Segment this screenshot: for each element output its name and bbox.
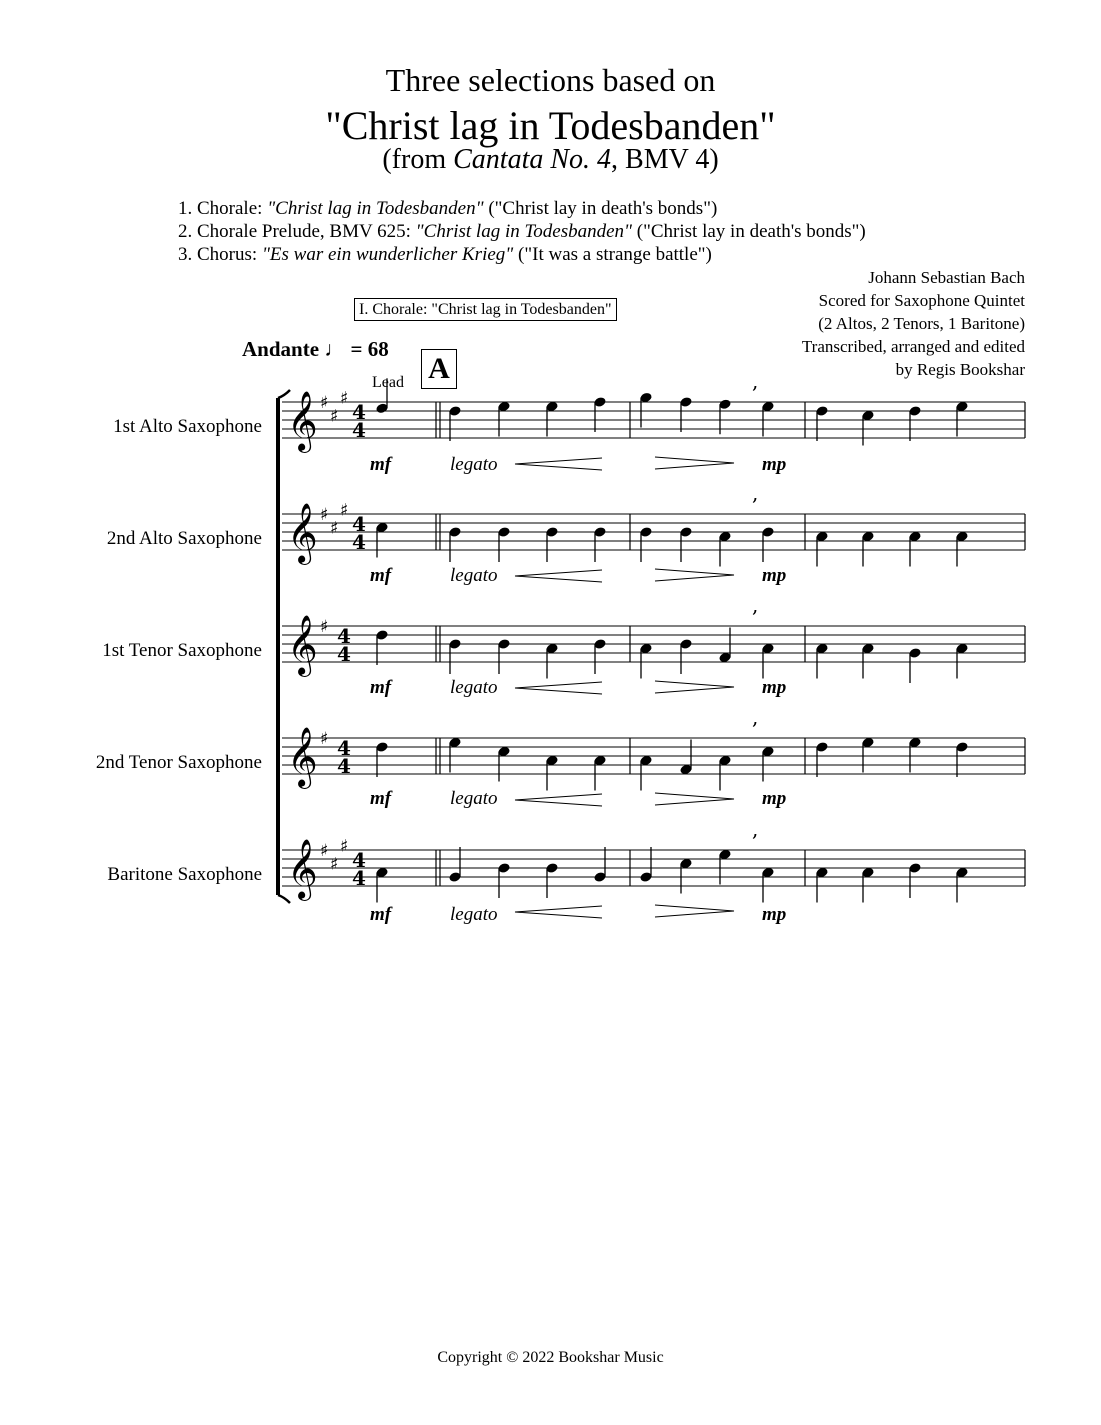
- key-sharp-icon: ♯: [320, 617, 329, 637]
- treble-clef-icon: 𝄞: [287, 503, 318, 563]
- tempo-marking: Andante ♩ = 68: [242, 337, 389, 361]
- treble-clef-icon: 𝄞: [287, 391, 318, 451]
- scoring: Scored for Saxophone Quintet: [818, 291, 1025, 310]
- treble-clef-icon: 𝄞: [287, 727, 318, 787]
- expression-legato: legato: [450, 454, 498, 475]
- breath-mark-icon: ,: [752, 593, 759, 617]
- staff-name: 2nd Alto Saxophone: [106, 528, 262, 549]
- breath-mark-icon: ,: [752, 481, 759, 505]
- key-sharp-icon: ♯: [340, 500, 349, 521]
- staff-name: 1st Tenor Saxophone: [102, 640, 262, 661]
- dynamic-mf: mf: [370, 565, 392, 586]
- time-signature-top: 4: [352, 848, 366, 872]
- crescendo-hairpin: [515, 458, 602, 470]
- key-sharp-icon: ♯: [340, 836, 349, 857]
- key-sharp-icon: ♯: [320, 729, 329, 749]
- key-sharp-icon: ♯: [320, 393, 329, 413]
- time-signature-top: 4: [337, 736, 351, 760]
- key-sharp-icon: ♯: [330, 854, 339, 875]
- breath-mark-icon: ,: [752, 369, 759, 393]
- staff-name: 1st Alto Saxophone: [113, 416, 262, 437]
- expression-legato: legato: [450, 677, 498, 698]
- dynamic-mp: mp: [762, 904, 787, 925]
- decrescendo-hairpin: [655, 681, 734, 693]
- arranged-note: Transcribed, arranged and edited: [801, 337, 1025, 356]
- time-signature-bottom: 4: [337, 754, 351, 778]
- time-signature-bottom: 4: [352, 418, 366, 442]
- source-cantata: Cantata No. 4: [453, 144, 612, 175]
- staff-name: 2nd Tenor Saxophone: [95, 752, 262, 773]
- quarter-note-icon: ♩: [324, 337, 346, 361]
- instrumentation: (2 Altos, 2 Tenors, 1 Baritone): [818, 314, 1025, 333]
- time-signature-bottom: 4: [352, 530, 366, 554]
- copyright: Copyright © 2022 Bookshar Music: [437, 1349, 664, 1366]
- time-signature-bottom: 4: [352, 866, 366, 890]
- source-post: , BMV 4): [611, 144, 719, 175]
- time-signature-bottom: 4: [337, 642, 351, 666]
- title-line-1: Three selections based on: [385, 62, 716, 98]
- key-sharp-icon: ♯: [320, 505, 329, 525]
- dynamic-mp: mp: [762, 788, 787, 809]
- decrescendo-hairpin: [655, 905, 734, 917]
- time-signature-top: 4: [337, 624, 351, 648]
- breath-mark-icon: ,: [752, 817, 759, 841]
- dynamic-mp: mp: [762, 454, 787, 475]
- key-sharp-icon: ♯: [340, 388, 349, 409]
- movement-item: 1. Chorale: "Christ lag in Todesbanden" ("Christ lay in death's bonds"): [178, 198, 718, 219]
- dynamic-mf: mf: [370, 454, 392, 475]
- source-pre: (from: [382, 144, 454, 175]
- expression-legato: legato: [450, 788, 498, 809]
- composer: Johann Sebastian Bach: [868, 268, 1025, 287]
- crescendo-hairpin: [515, 682, 602, 694]
- piece-title: "Christ lag in Todesbanden": [325, 103, 776, 148]
- treble-clef-icon: 𝄞: [287, 839, 318, 899]
- key-sharp-icon: ♯: [330, 518, 339, 539]
- staff-name: Baritone Saxophone: [107, 864, 262, 885]
- dynamic-mp: mp: [762, 565, 787, 586]
- treble-clef-icon: 𝄞: [287, 615, 318, 675]
- decrescendo-hairpin: [655, 793, 734, 805]
- dynamic-mf: mf: [370, 788, 392, 809]
- rehearsal-mark: A: [421, 349, 457, 389]
- movement-item: 3. Chorus: "Es war ein wunderlicher Krieg" ("It was a strange battle"): [178, 244, 712, 265]
- dynamic-mf: mf: [370, 677, 392, 698]
- time-signature-top: 4: [352, 512, 366, 536]
- dynamic-mf: mf: [370, 904, 392, 925]
- arranger: by Regis Bookshar: [895, 360, 1025, 379]
- expression-legato: legato: [450, 565, 498, 586]
- crescendo-hairpin: [515, 570, 602, 582]
- lead-label: Lead: [372, 374, 404, 391]
- key-sharp-icon: ♯: [330, 406, 339, 427]
- movement-item: 2. Chorale Prelude, BMV 625: "Christ lag in Todesbanden" ("Christ lay in death's bonds"): [178, 221, 866, 242]
- section-label: I. Chorale: "Christ lag in Todesbanden": [354, 298, 617, 321]
- time-signature-top: 4: [352, 400, 366, 424]
- decrescendo-hairpin: [655, 457, 734, 469]
- breath-mark-icon: ,: [752, 705, 759, 729]
- dynamic-mp: mp: [762, 677, 787, 698]
- key-sharp-icon: ♯: [320, 841, 329, 861]
- decrescendo-hairpin: [655, 569, 734, 581]
- expression-legato: legato: [450, 904, 498, 925]
- crescendo-hairpin: [515, 906, 602, 918]
- crescendo-hairpin: [515, 794, 602, 806]
